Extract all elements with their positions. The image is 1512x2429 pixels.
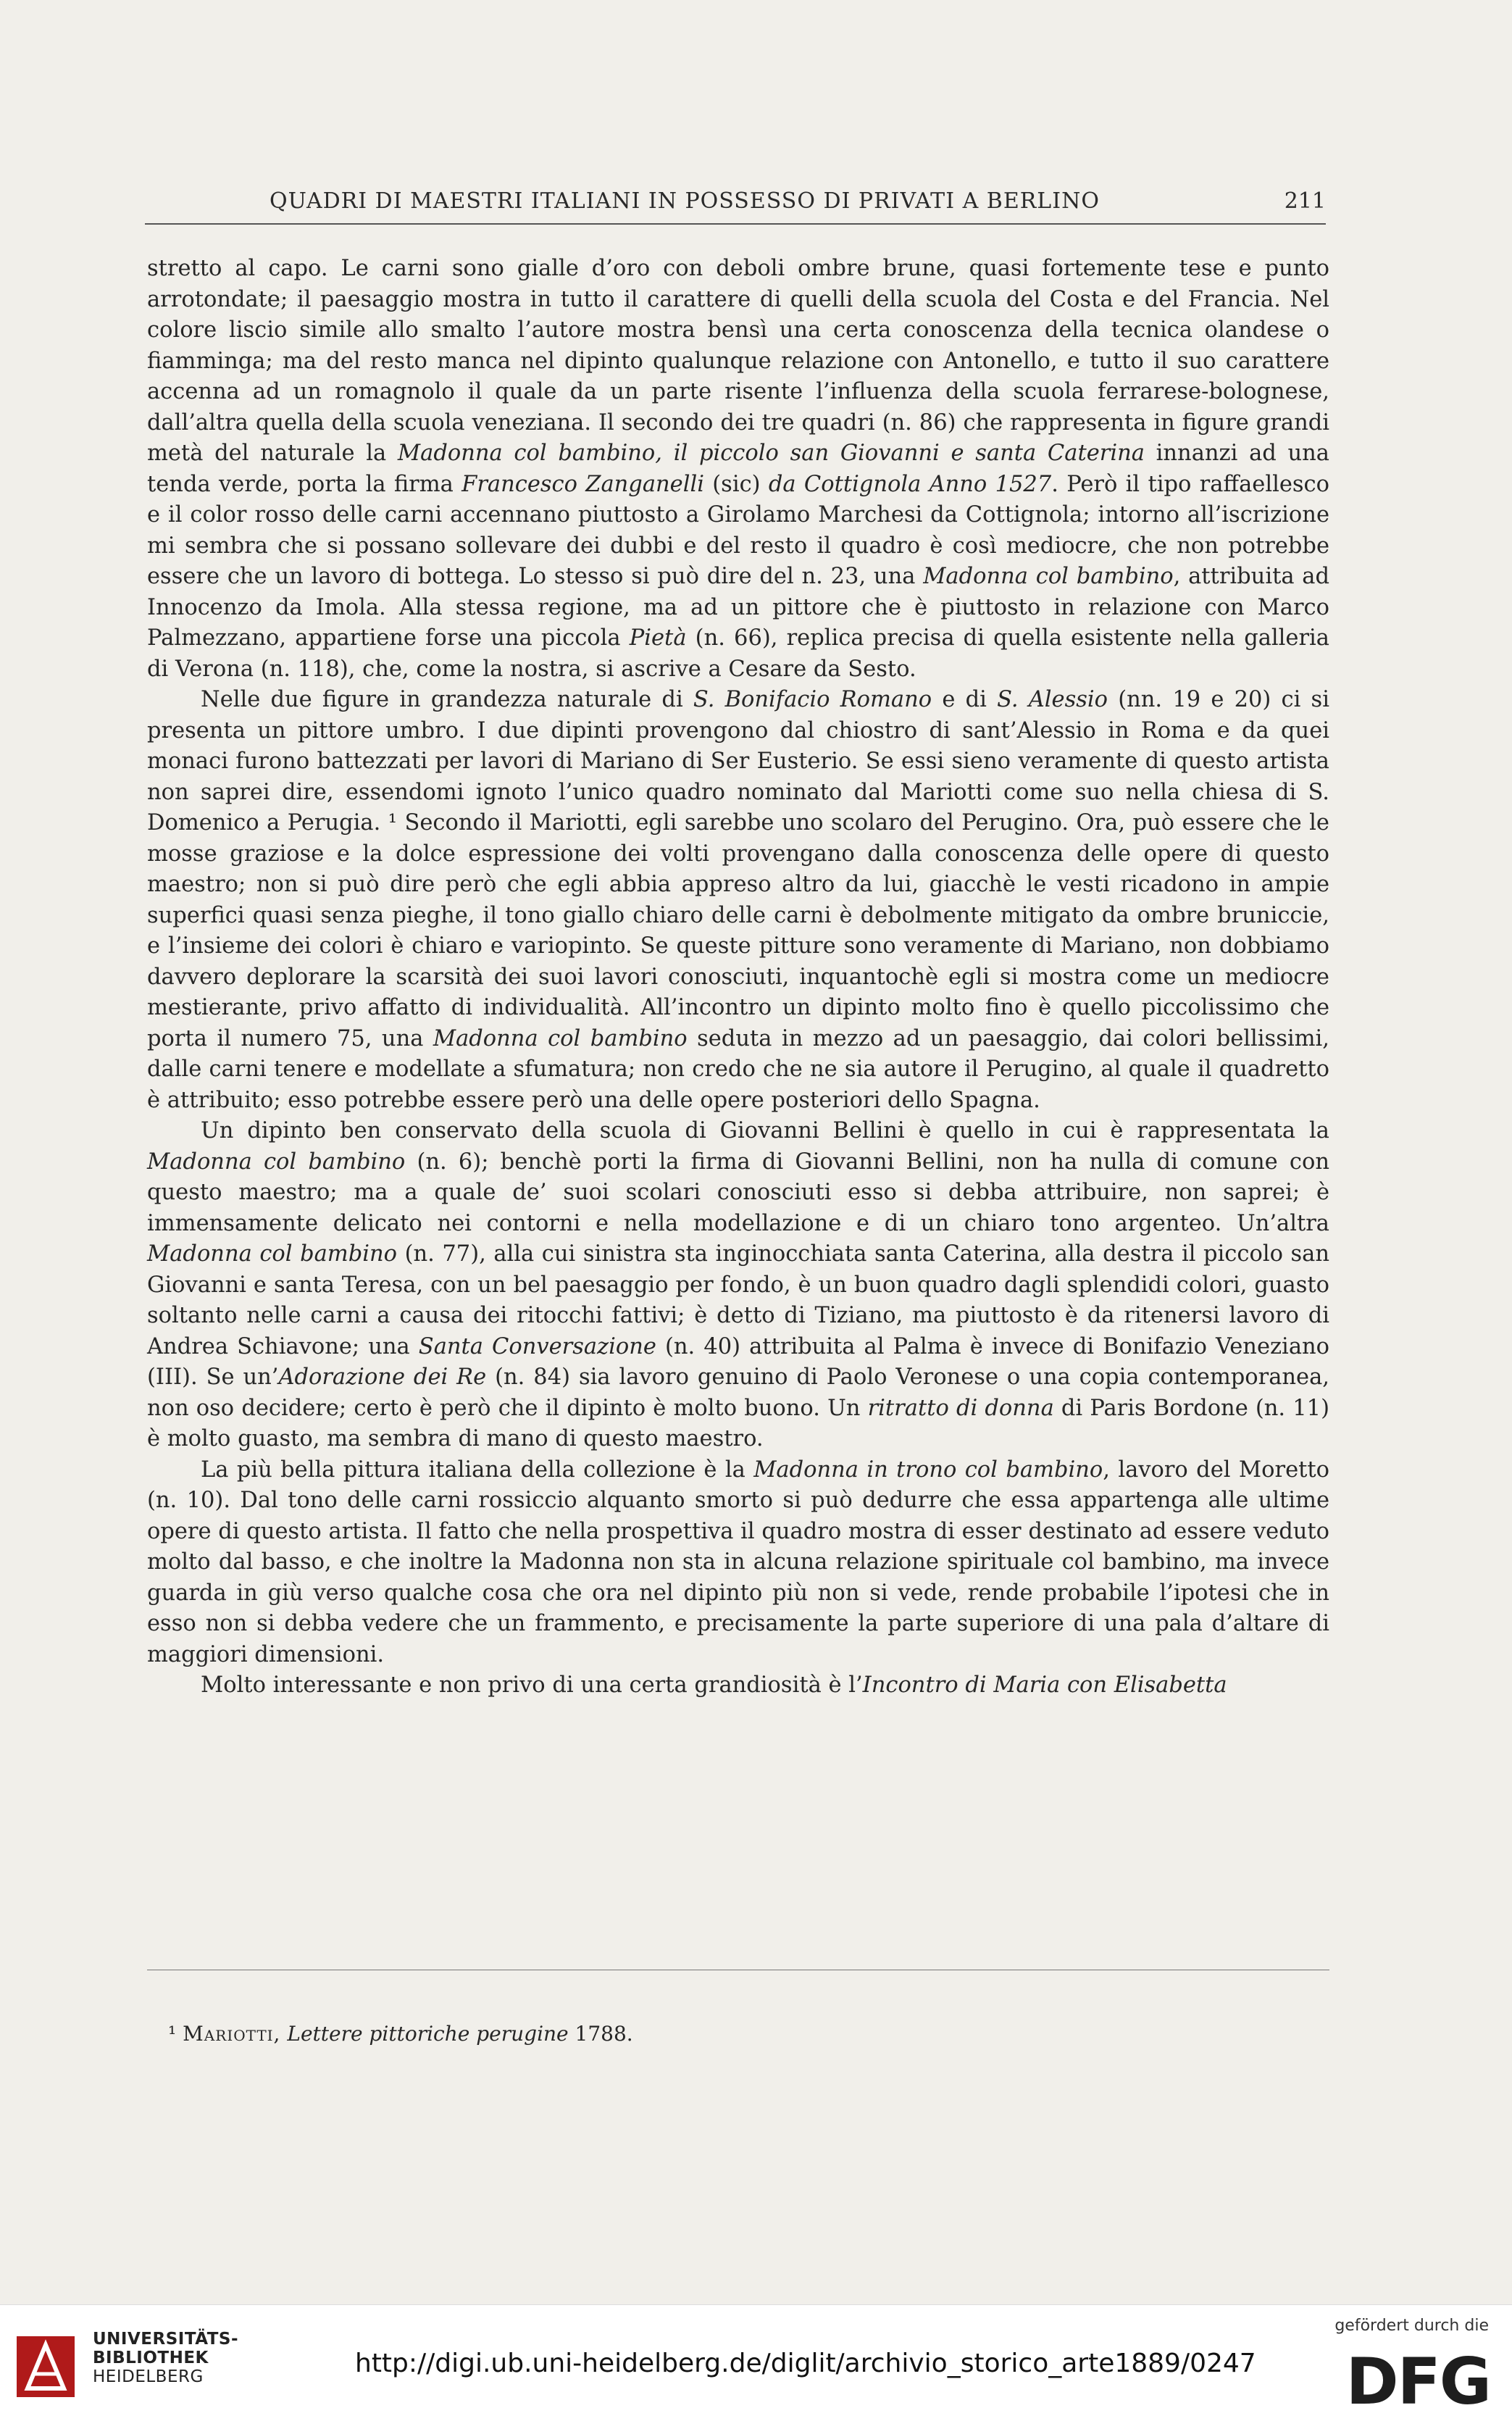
italic-title: Madonna col bambino [923,564,1174,589]
text-run: La più bella pittura italiana della collezione è la [201,1457,754,1483]
document-url-link[interactable]: http://digi.ub.uni-heidelberg.de/diglit/archivio_storico_arte1889/0247 [355,2349,1256,2378]
text-run: stretto al capo. Le carni sono gialle d’oro con deboli ombre brune, quasi fortemente tese e punto arrotondate; il paesaggio mostra in tutto il carattere di quelli della scuola del Costa e del Francia. Nel colore liscio simile allo smalto l’autore mostra bensì una certa conoscenza della tecnica olandese o fiamminga; ma del resto manca nel dipinto qualunque relazione con Antonello, e tutto il suo carattere accenna ad un romagnolo il quale da un parte risente l’influenza della scuola ferrarese-bolognese, dall’altra quella della scuola veneziana. Il secondo dei tre quadri (n. 86) che rappresenta in figure grandi metà del naturale la [147,256,1329,466]
text-run: (n. 40) attribuita al Palma è invece di Bonifazio Veneziano (III). Se un’ [147,1333,1330,1390]
bottom-bar [0,2304,1512,2429]
university-seal-icon [13,2330,85,2403]
italic-title: Madonna col bambino [147,1241,398,1267]
library-line: BIBLIOTHEK [93,2349,209,2367]
italic-title: Francesco Zanganelli [461,471,704,497]
text-run: , lavoro del Moretto (n. 10). Dal tono delle carni rossiccio alquanto smorto si può dedurre che essa appartenga alle ultime opere di questo artista. Il fatto che nella prospettiva il quadro mostra di esser destinato ad essere veduto molto dal basso, e che inoltre la Madonna non sta in alcuna relazione spirituale col bambino, ma invece guarda in giù verso qualche cosa che ora nel dipinto più non si vede, rende probabile l’ipotesi che in esso non si debba vedere che un frammento, e precisamente la parte superiore di una pala d’altare di maggiori dimensioni. [147,1457,1329,1667]
text-run: Un dipinto ben conservato della scuola di Giovanni Bellini è quello in cui è rappresentata la [201,1118,1329,1143]
text-run: e di [932,687,998,712]
italic-title: Adorazione dei Re [278,1365,487,1390]
footnote [168,2022,633,2046]
library-line: UNIVERSITÄTS- [93,2330,239,2349]
library-name [93,2330,238,2386]
text-run: (n. 77), alla cui sinistra sta inginocchiata santa Caterina, alla destra il piccolo san Giovanni e santa Teresa, con un bel paesaggio per fondo, è un buon quadro dagli splendidi colori, guasto soltanto nelle carni a causa dei ritocchi fattivi; è detto di Tiziano, ma piuttosto è da ritenersi lavoro di Andrea Schiavone; una [147,1241,1329,1359]
italic-title: S. Bonifacio Romano [693,687,932,712]
body-text [147,254,1329,1701]
footnote-title: Lettere pittoriche perugine [287,2022,569,2046]
footnote-year: 1788. [575,2022,633,2046]
text-run: . Però il tipo raffaellesco e il color rosso delle carni accennano piuttosto a Girolamo Marchesi da Cottignola; intorno all’iscrizione mi sembra che si possano sollevare dei dubbi e del resto il quadro è così mediocre, che non potrebbe essere che un lavoro di bottega. Lo stesso si può dire del n. 23, una [147,471,1329,589]
italic-title: Incontro di Maria con Elisabetta [862,1672,1227,1698]
paragraph [147,685,1329,1116]
italic-title: S. Alessio [997,687,1108,712]
text-run: innanzi ad una tenda verde, porta la firma [147,441,1329,497]
italic-title: Madonna col bambino [147,1149,406,1175]
italic-title: ritratto di donna [867,1395,1054,1421]
library-line: HEIDELBERG [93,2367,204,2386]
paragraph [147,254,1329,685]
paragraph [147,1116,1329,1455]
running-title: QUADRI DI MAESTRI ITALIANI IN POSSESSO DI PRIVATI A BERLINO [270,188,1100,214]
text-run: (n. 84) sia lavoro genuino di Paolo Veronese o una copia contemporanea, non oso decidere; certo è però che il dipinto è molto buono. Un [147,1365,1329,1421]
funded-by-label: gefördert durch die [1335,2317,1489,2335]
paragraph [147,1670,1329,1701]
italic-title: Santa Conversazione [418,1333,656,1359]
text-run: (nn. 19 e 20) ci si presenta un pittore umbro. I due dipinti provengono dal chiostro di sant’Alessio in Roma e da quei monaci furono battezzati per lavori di Mariano di Ser Eusterio. Se essi sieno veramente di questo artista non saprei dire, essendomi ignoto l’unico quadro nominato dal Mariotti come suo nella chiesa di S. Domenico a Perugia. ¹ Secondo il Mariotti, egli sarebbe uno scolaro del Perugino. Ora, può essere che le mosse graziose e la dolce espressione dei volti provengano dalla conoscenza delle opere di questo maestro; non si può dire però che egli abbia appreso altro da lui, giacchè le vesti ricadono in ampie superfici quasi senza pieghe, il tono giallo chiaro delle carni è debolmente mitigato da ombre bruniccie, e l’insieme dei colori è chiaro e variopinto. Se queste pitture sono veramente di Mariano, non dobbiamo davvero deplorare la scarsità dei suoi lavori conosciuti, inquantochè egli si mostra come un mediocre mestierante, privo affatto di individualità. All’incontro un dipinto molto fino è quello piccolissimo che porta il numero 75, una [147,687,1329,1051]
text-run: di Paris Bordone (n. 11) è molto guasto, ma sembra di mano di questo maestro. [147,1395,1329,1451]
italic-title: Madonna in trono col bambino [753,1457,1103,1483]
text-run: , attribuita ad Innocenzo da Imola. Alla stessa regione, ma ad un pittore che è piuttosto in relazione con Marco Palmezzano, appartiene forse una piccola [147,564,1330,651]
footnote-author: Mariotti, [183,2022,281,2046]
italic-title: Pietà [629,625,687,651]
text-run: (n. 6); benchè porti la firma di Giovanni Bellini, non ha nulla di comune con questo maestro; ma a quale de’ suoi scolari conosciuti esso si debba attribuire, non saprei; è immensamente delicato nei contorni e nella modellazione e di un chiaro tono argenteo. Un’altra [147,1149,1329,1236]
text-run: Molto interessante e non privo di una certa grandiosità è l’ [201,1672,863,1698]
italic-title: Madonna col bambino [433,1025,688,1051]
running-header [145,187,1326,225]
text-run: (n. 66), replica precisa di quella esistente nella galleria di Verona (n. 118), che, come la nostra, si ascrive a Cesare da Sesto. [147,625,1329,682]
dfg-logo: DFG [1345,2344,1490,2419]
footnote-marker: ¹ [168,2022,177,2046]
italic-title: Madonna col bambino, il piccolo san Giovanni e santa Caterina [397,441,1145,466]
text-run: Nelle due figure in grandezza naturale di [201,687,693,712]
text-run: (sic) [703,471,769,497]
page-number: 211 [1284,188,1326,214]
italic-title: da Cottignola Anno 1527 [768,471,1052,497]
text-run: seduta in mezzo ad un paesaggio, dai colori bellissimi, dalle carni tenere e modellate a sfumatura; non credo che ne sia autore il Perugino, al quale il quadretto è attribuito; esso potrebbe essere però una delle opere posteriori dello Spagna. [147,1025,1329,1113]
paragraph [147,1455,1329,1671]
